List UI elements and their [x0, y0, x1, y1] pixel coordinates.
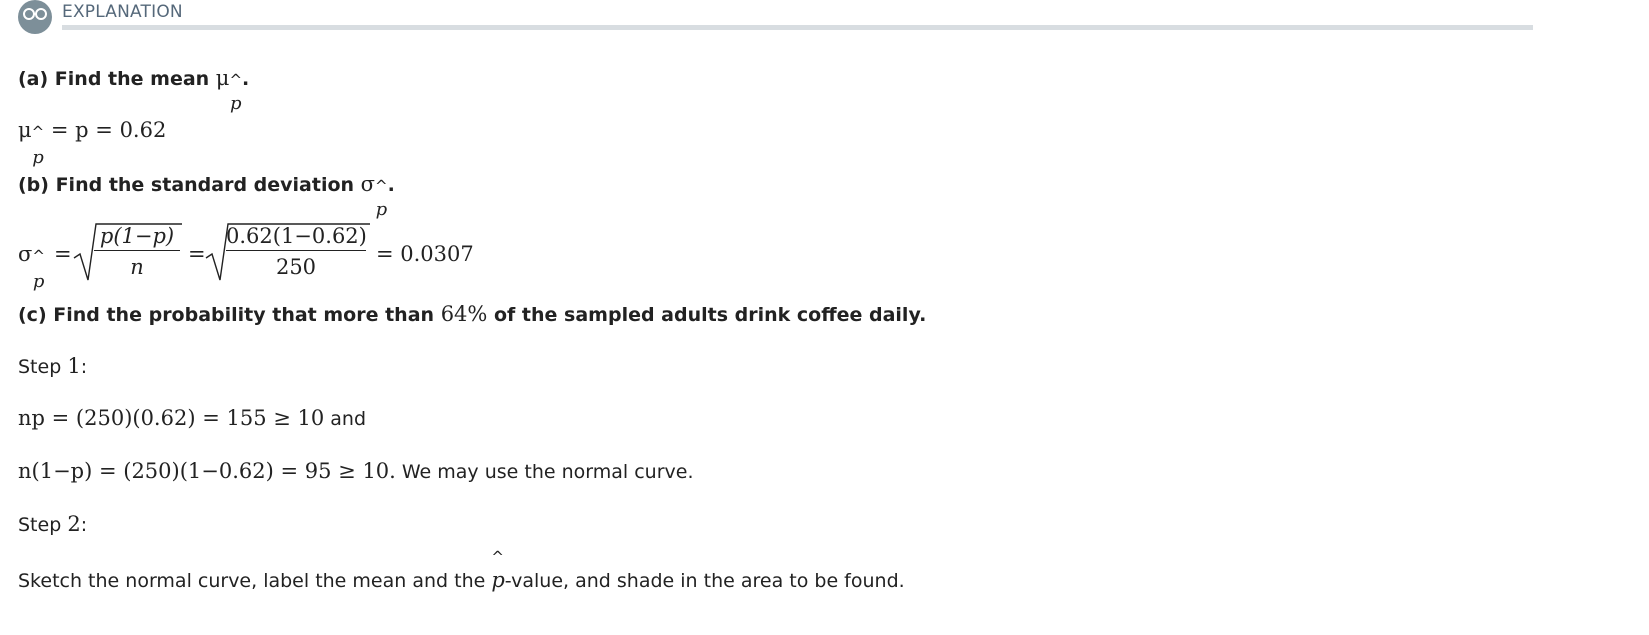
part-b-heading-text: (b) Find the standard deviation	[18, 174, 361, 196]
part-c-heading	[18, 302, 926, 326]
part-b-heading-period: .	[387, 174, 395, 196]
hat-caret: ^	[32, 247, 45, 265]
fraction-1	[94, 224, 180, 279]
sigma-symbol: σ	[18, 242, 33, 266]
hat-caret: ^	[31, 123, 45, 141]
step-1-label	[18, 354, 87, 378]
fraction-1-denominator: n	[130, 255, 144, 279]
part-a-heading-period: .	[242, 68, 250, 90]
mu-symbol: μ	[215, 66, 230, 90]
fraction-2-numerator: 0.62(1−0.62)	[226, 224, 366, 251]
step-1-colon: :	[80, 356, 88, 378]
part-c-heading-text: (c) Find the probability that more than	[18, 304, 441, 326]
condition-nq	[18, 459, 694, 483]
subscript-p: p	[32, 147, 44, 168]
hat-caret: ^	[375, 177, 388, 195]
subscript-p: p	[375, 199, 388, 220]
glasses-icon	[18, 0, 52, 34]
fraction-1-numerator: p(1−p)	[94, 224, 180, 251]
p-hat-variable: p	[491, 568, 505, 592]
header-divider	[62, 25, 1533, 30]
equals-sign: =	[54, 242, 72, 266]
fraction-2	[226, 224, 366, 279]
subscript-p: p	[230, 93, 242, 114]
step-2-colon: :	[80, 514, 88, 536]
part-a-equation	[18, 118, 167, 168]
nq-condition-text: We may use the normal curve.	[395, 461, 694, 483]
nq-condition-math: n(1−p) = (250)(1−0.62) = 95 ≥ 10.	[18, 459, 396, 483]
part-a-heading	[18, 66, 250, 114]
sketch-instruction-suffix: -value, and shade in the area to be found.	[504, 570, 905, 592]
mu-symbol: μ	[18, 118, 32, 142]
fraction-2-denominator: 250	[275, 255, 317, 279]
sigma-symbol: σ	[360, 172, 376, 196]
std-dev-result: = 0.0307	[376, 242, 474, 266]
equals-sign: =	[188, 242, 206, 266]
part-a-heading-text: (a) Find the mean	[18, 68, 216, 90]
sigma-lhs	[18, 242, 45, 292]
step-2-label	[18, 512, 87, 536]
hat-caret: ^	[491, 548, 504, 566]
sketch-instruction	[18, 548, 905, 592]
step-1-number: 1	[67, 354, 81, 378]
percent-value: 64%	[440, 302, 488, 326]
step-2-text: Step	[18, 514, 68, 536]
part-b-heading	[18, 172, 395, 220]
header-title: EXPLANATION	[62, 2, 183, 22]
hat-caret: ^	[229, 71, 243, 89]
condition-np	[18, 406, 366, 430]
np-condition-text: and	[324, 408, 367, 430]
part-c-heading-suffix: of the sampled adults drink coffee daily.	[487, 304, 927, 326]
mean-value-expression: = p = 0.62	[44, 118, 167, 142]
subscript-p: p	[32, 271, 45, 292]
explanation-header	[18, 0, 1533, 32]
sketch-instruction-prefix: Sketch the normal curve, label the mean and the	[18, 570, 492, 592]
step-1-text: Step	[18, 356, 68, 378]
np-condition-math: np = (250)(0.62) = 155 ≥ 10	[18, 406, 325, 430]
step-2-number: 2	[67, 512, 81, 536]
